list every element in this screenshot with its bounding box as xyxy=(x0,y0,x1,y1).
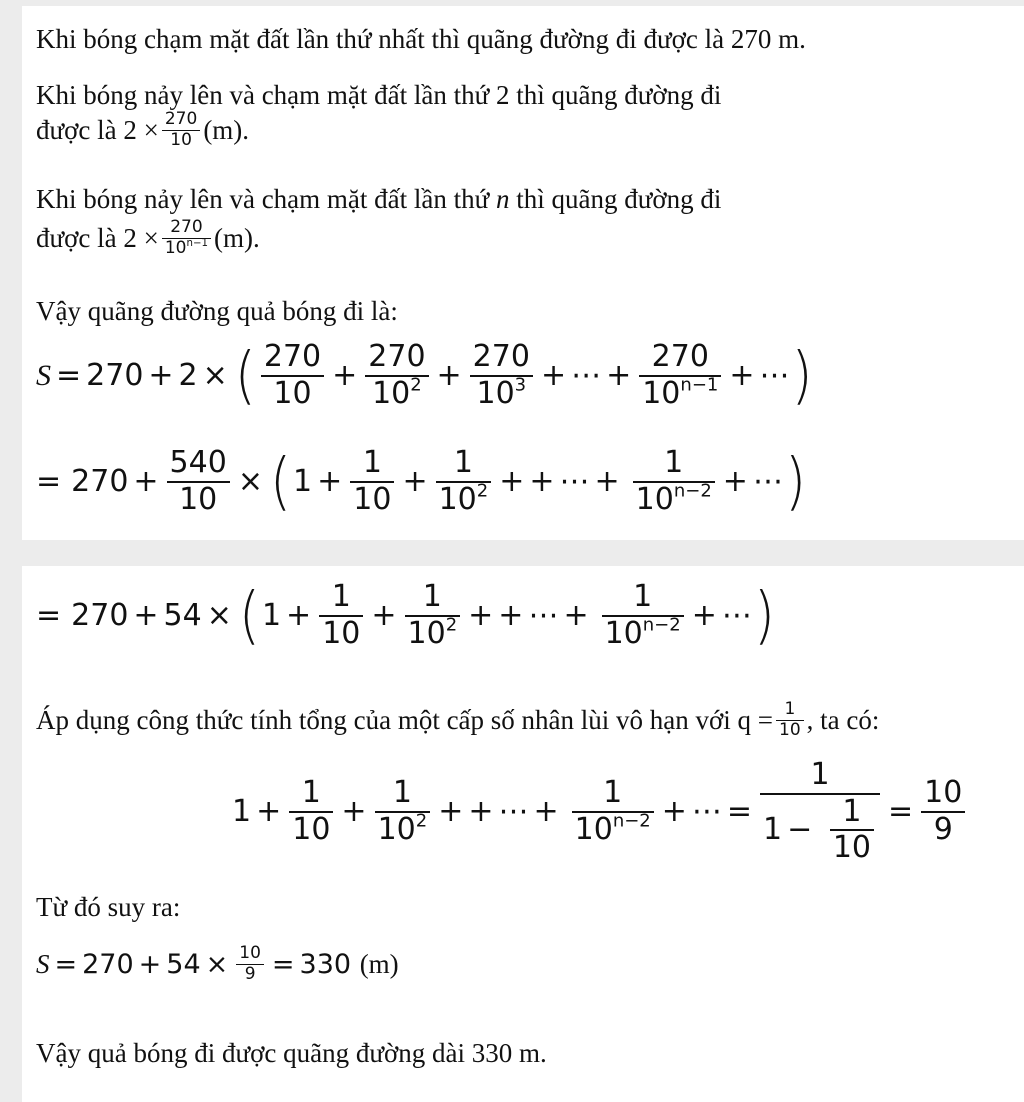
text-line-2b xyxy=(36,110,249,150)
text-line-5-post: , ta có: xyxy=(806,705,880,736)
text-line-1: Khi bóng chạm mặt đất lần thứ nhất thì quãng đường đi được là 270 m. xyxy=(36,24,806,54)
text-line-3b-prefix: được là 2 × xyxy=(36,223,159,254)
left-margin-strip-2 xyxy=(0,566,22,1102)
top-gap xyxy=(0,0,1024,6)
text-line-3b-suffix: (m). xyxy=(213,223,260,254)
text-line-2b-suffix: (m). xyxy=(203,115,250,146)
equation-final: S = 270 + 54 × $\frac{10}{9}$ = 330 (m) xyxy=(36,943,399,984)
equation-geometric-sum: 1 + $\frac{1}{10}$ + $\frac{1}{10^2}$ + + ⋯ + $\frac{1}{10^{n-2}}$ + ⋯ = 1 1 − $\frac{1}{10}$ = $\frac{10}{9}$ xyxy=(232,758,968,866)
text-line-3a: Khi bóng nảy lên và chạm mặt đất lần thứ n thì quãng đường đi xyxy=(36,184,722,214)
text-line-7: Vậy quả bóng đi được quãng đường dài 330 m. xyxy=(36,1038,547,1068)
fraction-270-over-10: $\frac{270}{10}$ xyxy=(162,110,200,150)
text-line-4: Vậy quãng đường quả bóng đi là: xyxy=(36,296,398,326)
text-line-3b xyxy=(36,218,260,258)
left-margin-strip xyxy=(0,0,22,540)
fraction-q: $\frac{1}{10}$ xyxy=(776,700,804,740)
fraction-270-over-10-pow-n-1: $\frac{270}{10^{n-1}}$ xyxy=(162,218,211,258)
text-line-5 xyxy=(36,700,879,740)
text-line-6: Từ đó suy ra: xyxy=(36,892,181,922)
text-line-2b-prefix: được là 2 × xyxy=(36,115,159,146)
equation-step-3: = 270 + 54 × ( 1 + $\frac{1}{10}$ + $\frac{1}{10^2}$ + + ⋯ + $\frac{1}{10^{n-2}}$ + ⋯ ) xyxy=(36,578,775,652)
equation-step-2: = 270 + $\frac{540}{10}$ × ( 1 + $\frac{1}{10}$ + $\frac{1}{10^2}$ + + ⋯ + $\frac{1}{10^{n-2}}$ + ⋯ ) xyxy=(36,444,807,518)
equation-series-sum: S = 270 + 2 × ( $\frac{270}{10}$ + $\frac{270}{10^2}$ + $\frac{270}{10^3}$ + ⋯ + $\frac{270}{10^{n-1}}$ + ⋯ ) xyxy=(36,338,813,412)
section-divider xyxy=(0,540,1024,566)
text-line-5-pre: Áp dụng công thức tính tổng của một cấp số nhân lùi vô hạn với q = xyxy=(36,705,774,736)
text-line-2a: Khi bóng nảy lên và chạm mặt đất lần thứ 2 thì quãng đường đi xyxy=(36,80,722,110)
